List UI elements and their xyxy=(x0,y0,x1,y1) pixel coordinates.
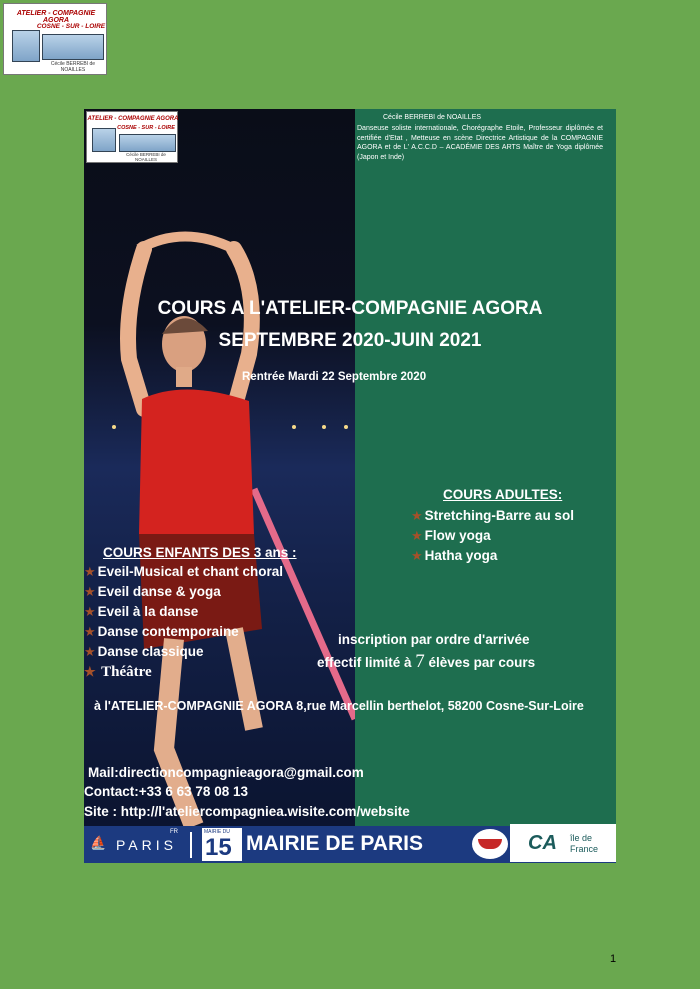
list-item: ★ Eveil à la danse xyxy=(84,604,199,619)
poster-logo xyxy=(86,111,178,163)
star-icon: ★ xyxy=(411,548,423,563)
page-logo xyxy=(3,3,107,75)
paris-logo-fr: FR xyxy=(170,829,178,835)
star-icon: ★ xyxy=(84,664,96,679)
star-icon: ★ xyxy=(84,624,96,639)
poster-green-panel xyxy=(355,109,616,826)
credit-agricole-region-2: France xyxy=(570,844,599,854)
list-item: ★ Danse classique xyxy=(84,644,204,659)
poster-photo-panel xyxy=(84,109,355,826)
credit-agricole-mark: CA xyxy=(528,832,557,854)
page-logo-house-image xyxy=(12,30,40,62)
poster xyxy=(84,109,616,863)
star-icon: ★ xyxy=(84,644,96,659)
class-limit: 7 xyxy=(415,651,425,672)
inscription-line2: effectif limité à 7 élèves par cours xyxy=(317,651,536,672)
contact-phone: Contact:+33 6 63 78 08 13 xyxy=(84,784,248,799)
star-icon: ★ xyxy=(84,564,96,579)
mairie-15-logo xyxy=(202,828,242,861)
contact-mail: Mail:directioncompagnieagora@gmail.com xyxy=(88,765,364,780)
page-number: 1 xyxy=(610,953,617,965)
adults-list xyxy=(411,506,574,566)
rentree-date: Rentrée Mardi 22 Septembre 2020 xyxy=(242,371,427,383)
kids-title: COURS ENFANTS DES 3 ans : xyxy=(103,545,297,560)
poster-logo-line2: COSNE - SUR - LOIRE xyxy=(117,125,175,131)
page-logo-line1: ATELIER - COMPAGNIE AGORA xyxy=(16,10,96,25)
paris-boat-icon: ⛵ xyxy=(90,835,107,850)
mairie-de-paris-text: MAIRIE DE PARIS xyxy=(246,832,423,855)
list-item: ★ Eveil danse & yoga xyxy=(84,584,221,599)
bar-divider xyxy=(190,832,192,858)
credit-agricole-logo xyxy=(510,824,616,862)
inscription-line1: inscription par ordre d'arrivée xyxy=(338,632,530,647)
star-icon: ★ xyxy=(411,508,423,523)
star-icon: ★ xyxy=(84,584,96,599)
list-item: ★ Stretching-Barre au sol xyxy=(411,508,574,523)
page-logo-line2: COSNE - SUR - LOIRE xyxy=(36,23,106,30)
poster-logo-river-image xyxy=(119,134,176,152)
mairie-15-small-text: MAIRIE DU xyxy=(204,829,230,835)
list-item: ★ Eveil-Musical et chant choral xyxy=(84,564,283,579)
address: à l'ATELIER-COMPAGNIE AGORA 8,rue Marcellin berthelot, 58200 Cosne-Sur-Loire xyxy=(94,699,584,713)
adults-title: COURS ADULTES: xyxy=(443,487,563,502)
poster-logo-line1: ATELIER - COMPAGNIE AGORA xyxy=(87,116,179,122)
list-item: ★ Danse contemporaine xyxy=(84,624,239,639)
star-icon: ★ xyxy=(84,604,96,619)
list-item: ★ Flow yoga xyxy=(411,528,491,543)
kids-list xyxy=(84,562,283,682)
paris-logo xyxy=(84,826,189,863)
mairie-15-number: 15 xyxy=(205,834,232,861)
page-logo-river-image xyxy=(42,34,104,60)
list-item: ★ Théâtre xyxy=(84,664,152,680)
list-item: ★ Hatha yoga xyxy=(411,548,498,563)
contact-site: Site : http://l'ateliercompagniea.wisite.com/website xyxy=(84,804,410,819)
bio-name: Cécile BERREBI de NOAILLES xyxy=(383,114,482,121)
star-icon: ★ xyxy=(411,528,423,543)
paris-logo-text: PARIS xyxy=(116,837,177,853)
mairie-emblem-icon xyxy=(472,829,508,859)
sponsor-bar xyxy=(84,826,616,863)
bio-text: Danseuse soliste internationale, Chorégraphe Etoile, Professeur diplômée et certifiée d'Etat , Metteuse en scène Directrice Artistique de la COMPAGNIE AGORA et de L' A.C.C.D – ACADÉMIE DES ARTS Maître de Yoga diplômée (Japon et Inde) xyxy=(357,125,603,161)
poster-logo-line3: Cécile BERREBI de NOAILLES xyxy=(126,152,166,162)
headline-line2: SEPTEMBRE 2020-JUIN 2021 xyxy=(218,330,482,351)
dancer-silhouette-image xyxy=(84,109,355,826)
headline-line1: COURS A L'ATELIER-COMPAGNIE AGORA xyxy=(157,298,543,319)
credit-agricole-region-1: île de xyxy=(570,833,593,843)
page-logo-line3: Cécile BERREBI de NOAILLES xyxy=(50,61,96,73)
